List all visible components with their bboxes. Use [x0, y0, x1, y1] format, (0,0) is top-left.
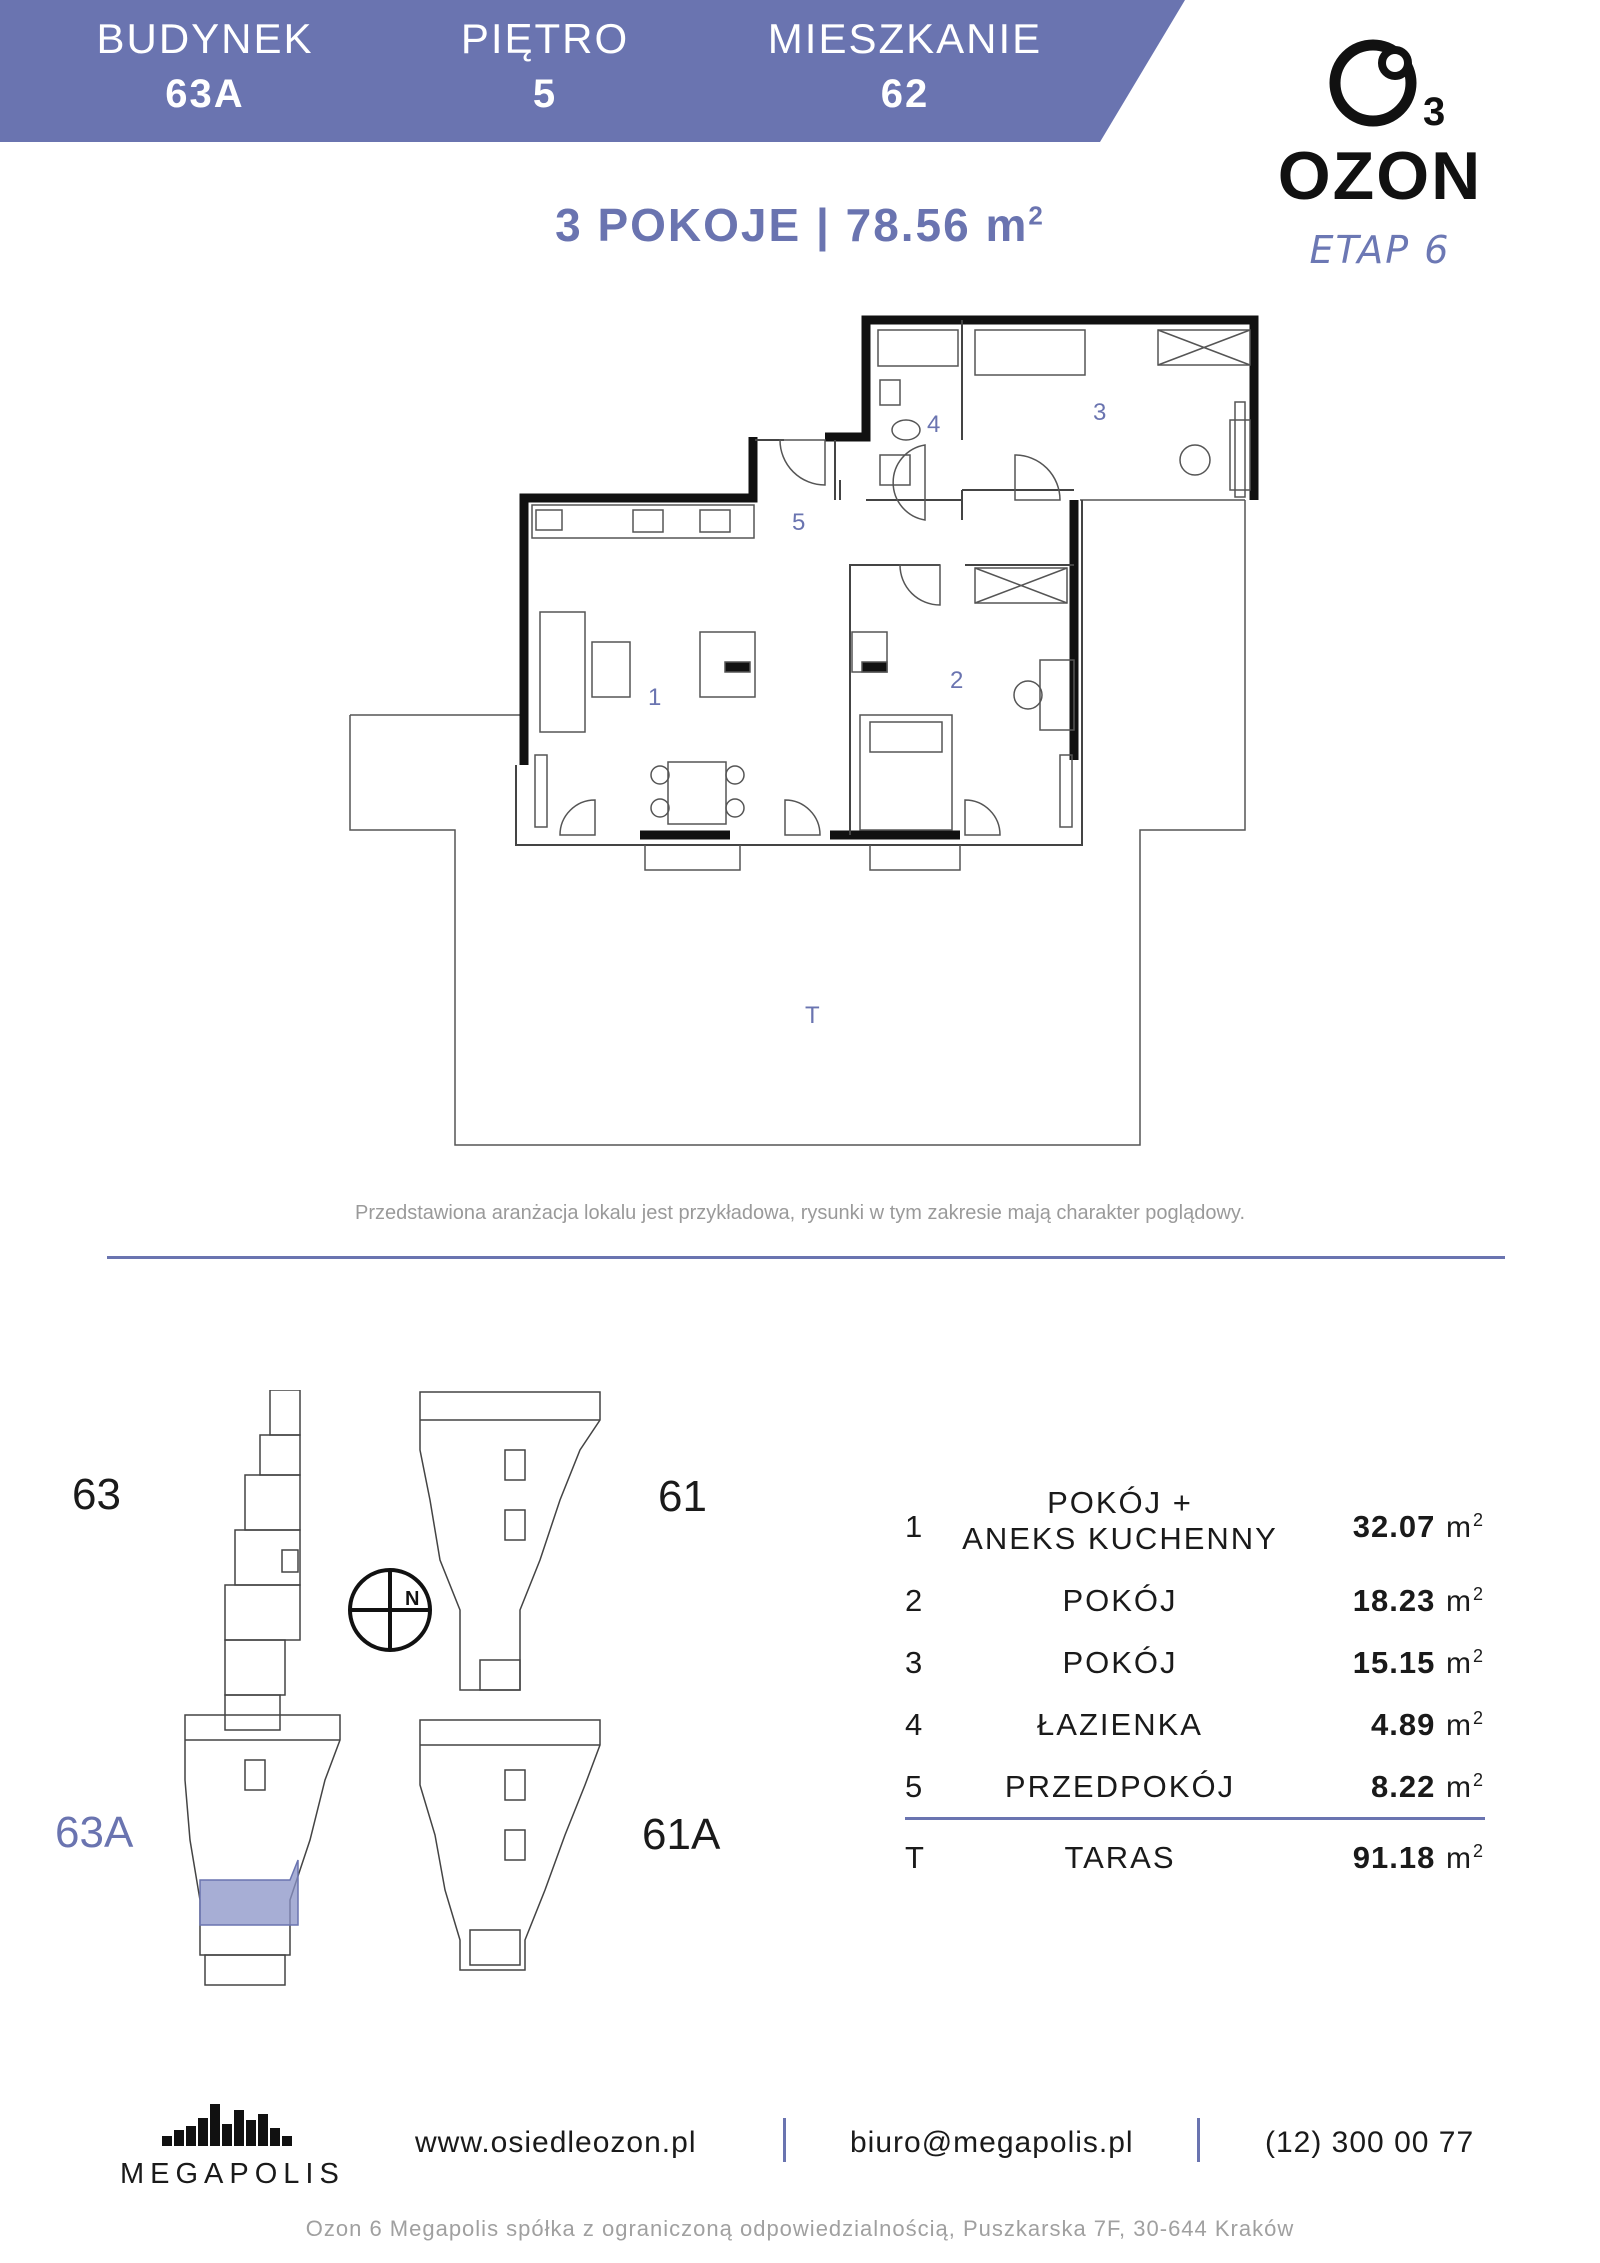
room-area-value: 8.22 [1371, 1769, 1436, 1804]
unit-sup: 2 [1472, 1841, 1485, 1861]
room-area [1371, 1769, 1485, 1805]
room-area-unit [1446, 1709, 1485, 1742]
building-value: 63A [165, 72, 245, 116]
building-label-61a: 61A [642, 1810, 721, 1859]
room-number: T [905, 1840, 926, 1875]
floor-label: PIĘTRO [460, 15, 630, 62]
floor-plan [330, 305, 1270, 1160]
company-info: Ozon 6 Megapolis spółka z ograniczoną odpowiedzialnością, Puszkarska 7F, 30-644 Kraków [305, 2216, 1295, 2241]
unit-text: m [1445, 1511, 1473, 1544]
unit-text: m [1445, 1585, 1473, 1618]
room-name [955, 1485, 1285, 1557]
logo-stage: ETAP 6 [1309, 228, 1451, 272]
unit-text: m [1445, 1709, 1473, 1742]
room-area-value: 18.23 [1352, 1583, 1436, 1618]
building-locator [40, 1390, 780, 1990]
room-number: 1 [905, 1509, 925, 1544]
room-number: 5 [905, 1769, 925, 1804]
disclaimer-text: Przedstawiona aranżacja lokalu jest przykładowa, rysunki w tym zakresie mają charakter poglądowy. [354, 1202, 1246, 1224]
room-row [905, 1826, 1485, 1888]
room-area-unit [1446, 1771, 1485, 1804]
unit-sup: 2 [1472, 1646, 1485, 1666]
building-label: BUDYNEK [96, 15, 314, 62]
plan-label-terrace: T [805, 1002, 820, 1029]
plan-label-room-4: 4 [927, 411, 941, 438]
apartment-summary-title [400, 198, 1200, 252]
room-name: POKÓJ [1062, 1583, 1178, 1618]
highlighted-apartment [200, 1860, 298, 1925]
building-63a-outline [185, 1715, 340, 1985]
room-name-line-2: ANEKS KUCHENNY [962, 1521, 1278, 1556]
megapolis-wordmark: MEGAPOLIS [120, 2158, 345, 2190]
apartment-info [730, 12, 1080, 118]
plan-label-room-1: 1 [648, 684, 662, 711]
unit-text: m [1445, 1842, 1473, 1875]
room-name: POKÓJ [1062, 1645, 1178, 1680]
room-area-value: 15.15 [1352, 1645, 1436, 1680]
room-row [905, 1485, 1485, 1569]
footer-separator [1197, 2118, 1200, 2162]
room-area-table [905, 1485, 1485, 1888]
phone-number[interactable]: (12) 300 00 77 [1265, 2126, 1475, 2159]
compass-north-label: N [405, 1588, 420, 1610]
building-63-outline [225, 1390, 300, 1730]
room-area-unit [1446, 1647, 1485, 1680]
furniture [532, 330, 1250, 870]
building-label-63a: 63A [55, 1808, 134, 1857]
plan-label-room-3: 3 [1093, 399, 1107, 426]
terrace-outline [350, 500, 1245, 1145]
room-area-unit [1446, 1842, 1485, 1875]
section-divider [107, 1256, 1505, 1259]
plan-label-room-5: 5 [792, 509, 806, 536]
room-row [905, 1631, 1485, 1693]
room-row [905, 1693, 1485, 1755]
building-label-63: 63 [72, 1470, 121, 1519]
room-area-value: 91.18 [1352, 1840, 1436, 1875]
room-row [905, 1755, 1485, 1817]
room-area-value: 32.07 [1352, 1509, 1436, 1544]
title-text: 3 POKOJE | 78.56 m [555, 199, 1029, 251]
room-number: 2 [905, 1583, 925, 1618]
room-area [1353, 1583, 1485, 1619]
unit-sup: 2 [1472, 1584, 1485, 1604]
room-area [1353, 1645, 1485, 1681]
room-row [905, 1569, 1485, 1631]
room-table-divider [905, 1817, 1485, 1820]
room-area-unit [1446, 1585, 1485, 1618]
floor-value: 5 [532, 72, 558, 116]
building-info [60, 12, 350, 118]
title-unit-sup: 2 [1028, 200, 1045, 231]
room-area [1353, 1840, 1485, 1876]
floor-info [410, 12, 680, 118]
compass-icon [350, 1570, 430, 1650]
building-61-outline [420, 1392, 600, 1690]
unit-sup: 2 [1472, 1770, 1485, 1790]
room-name-line-1: POKÓJ + [1047, 1485, 1193, 1520]
room-name: ŁAZIENKA [1037, 1707, 1203, 1742]
unit-text: m [1445, 1647, 1473, 1680]
apartment-label: MIESZKANIE [767, 15, 1043, 62]
megapolis-logo-icon [160, 2100, 300, 2150]
website-link[interactable]: www.osiedleozon.pl [415, 2126, 697, 2159]
building-label-61: 61 [658, 1472, 707, 1521]
room-number: 3 [905, 1645, 925, 1680]
building-61a-outline [420, 1720, 600, 1970]
plan-label-room-2: 2 [950, 667, 964, 694]
unit-sup: 2 [1472, 1708, 1485, 1728]
apartment-value: 62 [880, 72, 930, 116]
footer-separator [783, 2118, 786, 2162]
unit-text: m [1445, 1771, 1473, 1804]
room-name: TARAS [1064, 1840, 1176, 1875]
email-link[interactable]: biuro@megapolis.pl [850, 2126, 1134, 2159]
inner-walls [516, 320, 1082, 845]
room-area-unit [1446, 1511, 1485, 1544]
unit-sup: 2 [1472, 1510, 1485, 1530]
logo-wordmark: OZON [1277, 138, 1483, 214]
room-area [1353, 1509, 1485, 1545]
ozon-logo-icon [1325, 35, 1465, 135]
logo-subscript: 3 [1423, 90, 1446, 134]
room-area [1371, 1707, 1485, 1743]
room-area-value: 4.89 [1371, 1707, 1436, 1742]
room-number: 4 [905, 1707, 925, 1742]
room-name: PRZEDPOKÓJ [1004, 1769, 1236, 1804]
outer-walls [524, 320, 1254, 835]
